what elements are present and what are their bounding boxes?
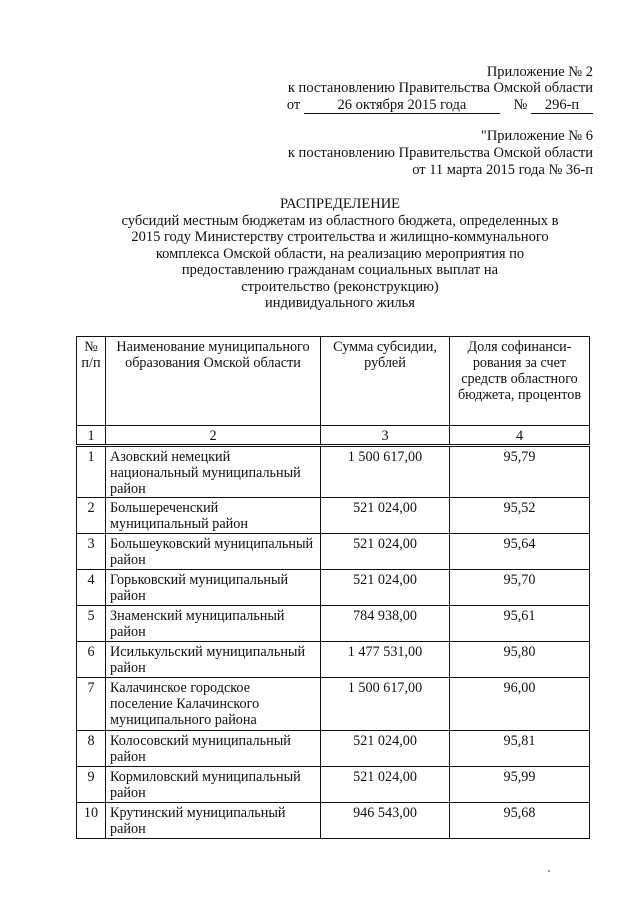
distribution-table [76, 336, 590, 839]
row-num: 4 [77, 570, 106, 606]
heading-line: предоставлению гражданам социальных выплат на [181, 262, 499, 278]
row-share: 95,99 [450, 767, 590, 803]
heading-line: строительство (реконструкцию) [241, 278, 439, 295]
row-num: 10 [77, 803, 106, 839]
row-share: 95,70 [450, 570, 590, 606]
row-sum: 521 024,00 [321, 767, 450, 803]
row-name: Азовский немецкий национальный муниципальный район [106, 446, 321, 498]
row-name: Крутинский муниципальный район [106, 803, 321, 839]
row-name: Колосовский муниципальный район [106, 731, 321, 767]
table-row [77, 534, 590, 570]
row-sum: 521 024,00 [321, 498, 450, 534]
column-numbers-row [77, 426, 590, 446]
appendix6-resolution: к постановлению Правительства Омской области [287, 145, 593, 161]
heading-line: 2015 году Министерству строительства и жилищно-коммунального [131, 229, 549, 245]
appendix6-title: "Приложение № 6 [480, 128, 593, 144]
appendix2-number-label: № [513, 97, 528, 113]
row-num: 1 [77, 446, 106, 498]
table-row [77, 570, 590, 606]
header-num: № п/п [77, 337, 106, 426]
row-name: Калачинское городское поселение Калачинского муниципального района [106, 678, 321, 731]
row-name: Горьковский муниципальный район [106, 570, 321, 606]
column-number: 3 [321, 426, 450, 446]
header-share: Доля софинанси-рования за счет средств областного бюджета, процентов [450, 337, 590, 426]
heading-line: субсидий местным бюджетам из областного бюджета, определенных в [121, 212, 559, 229]
heading-title: РАСПРЕДЕЛЕНИЕ [279, 196, 401, 212]
column-number: 1 [77, 426, 106, 446]
heading-line: комплекса Омской области, на реализацию мероприятия по [155, 245, 525, 262]
column-number: 4 [450, 426, 590, 446]
table-row [77, 803, 590, 839]
appendix2-number: 296-п [531, 97, 593, 114]
row-sum: 784 938,00 [321, 606, 450, 642]
row-share: 95,80 [450, 642, 590, 678]
row-sum: 946 543,00 [321, 803, 450, 839]
row-share: 95,64 [450, 534, 590, 570]
row-num: 2 [77, 498, 106, 534]
row-share: 96,00 [450, 678, 590, 731]
table-header-row [77, 337, 590, 426]
row-sum: 1 500 617,00 [321, 678, 450, 731]
row-num: 6 [77, 642, 106, 678]
row-name: Знаменский муниципальный район [106, 606, 321, 642]
row-sum: 521 024,00 [321, 570, 450, 606]
column-number: 2 [106, 426, 321, 446]
appendix2-from-label: от [286, 97, 301, 113]
row-name: Исилькульский муниципальный район [106, 642, 321, 678]
table-row [77, 446, 590, 498]
row-sum: 521 024,00 [321, 731, 450, 767]
row-num: 8 [77, 731, 106, 767]
row-name: Большеуковский муниципальный район [106, 534, 321, 570]
table-row [77, 767, 590, 803]
header-name: Наименование муниципального образования Омской области [106, 337, 321, 426]
row-share: 95,68 [450, 803, 590, 839]
table-row [77, 606, 590, 642]
row-num: 9 [77, 767, 106, 803]
row-sum: 1 500 617,00 [321, 446, 450, 498]
appendix2-title: Приложение № 2 [486, 64, 593, 80]
row-share: 95,81 [450, 731, 590, 767]
table-row [77, 731, 590, 767]
row-name: Кормиловский муниципальный район [106, 767, 321, 803]
table-row [77, 678, 590, 731]
row-sum: 1 477 531,00 [321, 642, 450, 678]
appendix2-date-line [287, 97, 593, 114]
row-name: Большереченский муниципальный район [106, 498, 321, 534]
row-num: 5 [77, 606, 106, 642]
appendix2-date: 26 октября 2015 года [304, 97, 500, 114]
row-share: 95,61 [450, 606, 590, 642]
appendix2-resolution: к постановлению Правительства Омской области [287, 80, 593, 96]
row-share: 95,79 [450, 446, 590, 498]
header-sum: Сумма субсидии, рублей [321, 337, 450, 426]
heading-line: индивидуального жилья [265, 295, 415, 311]
document-heading [0, 196, 640, 312]
appendix6-date-line: от 11 марта 2015 года № 36-п [412, 162, 593, 178]
table-row [77, 642, 590, 678]
row-share: 95,52 [450, 498, 590, 534]
row-sum: 521 024,00 [321, 534, 450, 570]
scan-speck [548, 870, 550, 872]
table-row [77, 498, 590, 534]
row-num: 7 [77, 678, 106, 731]
row-num: 3 [77, 534, 106, 570]
